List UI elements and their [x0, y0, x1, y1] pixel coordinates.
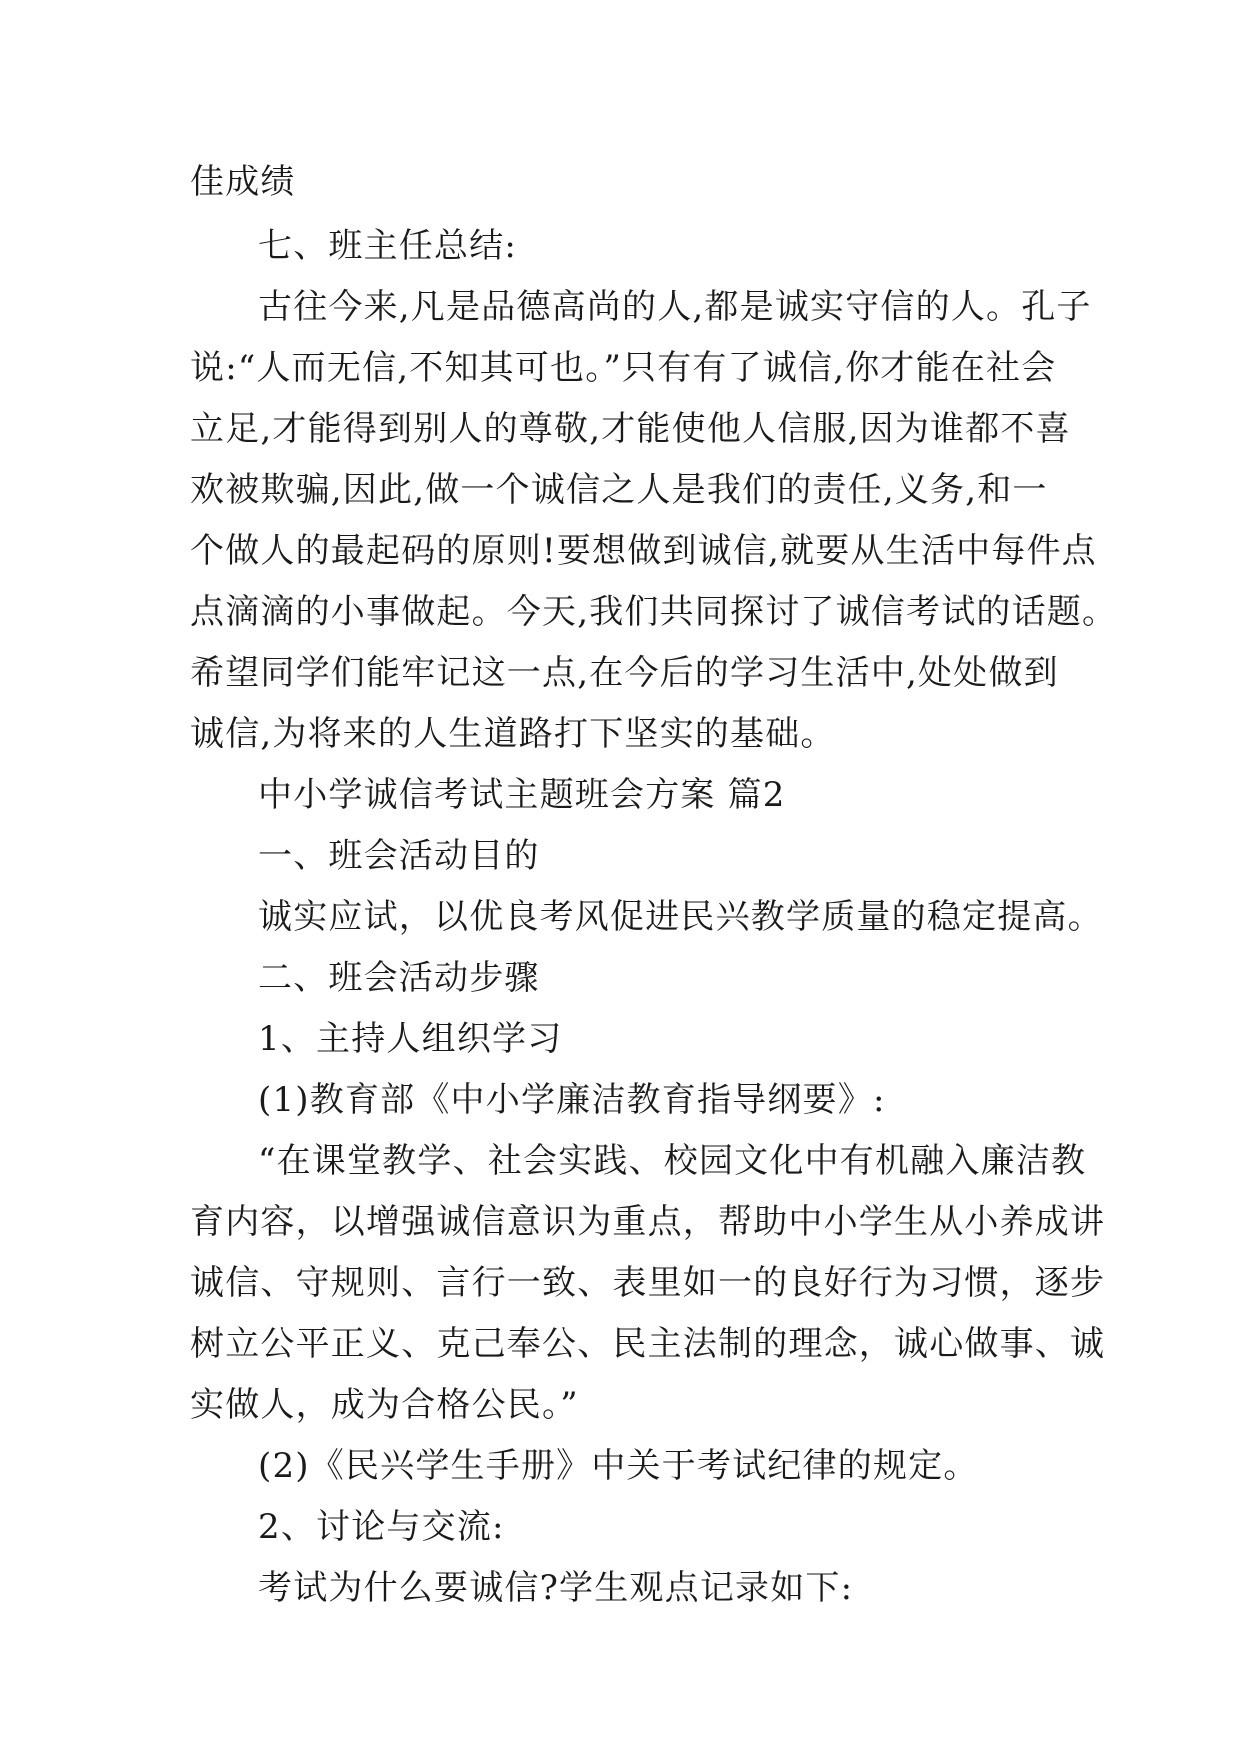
quote-line: 树立公平正义、克己奉公、民主法制的理念，诚心做事、诚 [190, 1324, 1106, 1364]
quote-line: 育内容，以增强诚信意识为重点，帮助中小学生从小养成讲 [190, 1202, 1106, 1242]
subsection-heading: 1、主持人组织学习 [258, 1019, 563, 1059]
text-line: 点滴滴的小事做起。今天,我们共同探讨了诚信考试的话题。 [190, 592, 1118, 632]
text-line: 佳成绩 [190, 162, 296, 202]
text-line: (2)《民兴学生手册》中关于考试纪律的规定。 [258, 1446, 979, 1486]
section-heading: 二、班会活动步骤 [258, 958, 540, 998]
subsection-heading: 2、讨论与交流: [258, 1507, 505, 1547]
text-line: 诚实应试，以优良考风促进民兴教学质量的稳定提高。 [258, 897, 1103, 937]
text-line: 诚信,为将来的人生道路打下坚实的基础。 [190, 714, 836, 754]
section-heading: 七、班主任总结: [258, 226, 518, 266]
text-line: 个做人的最起码的原则!要想做到诚信,就要从生活中每件点 [190, 531, 1097, 571]
quote-line: 诚信、守规则、言行一致、表里如一的良好行为习惯，逐步 [190, 1263, 1106, 1303]
article-title: 中小学诚信考试主题班会方案 篇2 [258, 775, 786, 815]
text-line: 说:“人而无信,不知其可也。”只有有了诚信,你才能在社会 [190, 348, 1057, 388]
quote-line: 实做人，成为合格公民。” [190, 1385, 579, 1425]
text-line: 立足,才能得到别人的尊敬,才能使他人信服,因为谁都不喜 [190, 409, 1071, 449]
section-heading: 一、班会活动目的 [258, 836, 540, 876]
text-line: (1)教育部《中小学廉洁教育指导纲要》: [258, 1080, 886, 1120]
text-line: 希望同学们能牢记这一点,在今后的学习生活中,处处做到 [190, 653, 1059, 693]
text-line: 古往今来,凡是品德高尚的人,都是诚实守信的人。孔子 [258, 287, 1092, 327]
text-line: 考试为什么要诚信?学生观点记录如下: [258, 1568, 854, 1608]
text-line: 欢被欺骗,因此,做一个诚信之人是我们的责任,义务,和一 [190, 470, 1048, 510]
quote-line: “在课堂教学、社会实践、校园文化中有机融入廉洁教 [258, 1141, 1087, 1181]
